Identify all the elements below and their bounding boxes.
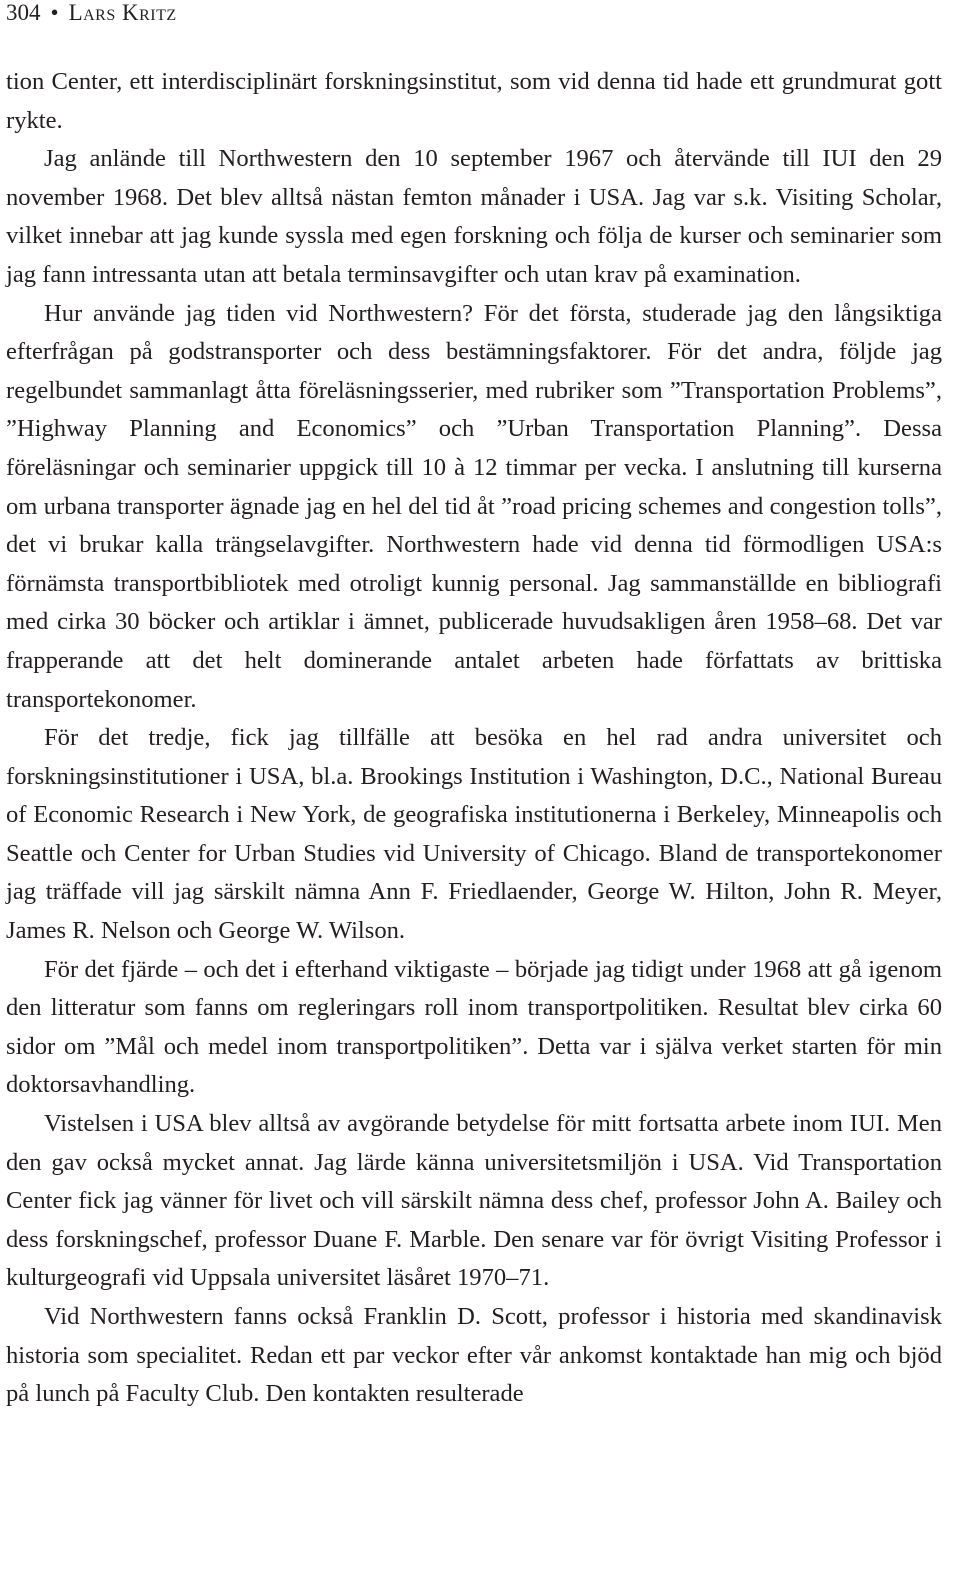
- paragraph-7: Vid Northwestern fanns också Franklin D. Scott, professor i historia med skandinavisk historia som specialitet. Redan ett par veckor efter vår ankomst kontaktade han mig och bjöd på lunch på Faculty Club. Den kontakten resulterade: [6, 1303, 942, 1408]
- bullet-separator: •: [50, 0, 59, 25]
- running-head: [6, 0, 177, 26]
- paragraph-5: För det fjärde – och det i efterhand viktigaste – började jag tidigt under 1968 att gå igenom den litteratur som fanns om regleringars roll inom transportpolitiken. Resultat blev cirka 60 sidor om ”Mål och medel inom transportpolitiken”. Detta var i själva verket starten för min doktorsavhandling.: [6, 955, 942, 1099]
- author-name: Lars Kritz: [68, 0, 177, 25]
- body-text: [6, 63, 942, 1414]
- page-number: 304: [6, 0, 41, 25]
- paragraph-4: För det tredje, fick jag tillfälle att besöka en hel rad andra universitet och forskningsinstitutioner i USA, bl.a. Brookings Institution i Washington, D.C., National Bureau of Economic Research i New York, de geografiska institutionerna i Berkeley, Minneapolis och Seattle och Center for Urban Studies vid University of Chicago. Bland de transportekonomer jag träffade vill jag särskilt nämna Ann F. Friedlaender, George W. Hilton, John R. Meyer, James R. Nelson och George W. Wilson.: [6, 724, 942, 945]
- paragraph-2: Jag anlände till Northwestern den 10 september 1967 och återvände till IUI den 29 november 1968. Det blev alltså nästan femton månader i USA. Jag var s.k. Visiting Scholar, vilket innebar att jag kunde syssla med egen forskning och följa de kurser och seminarier som jag fann intressanta utan att betala terminsavgifter och utan krav på examination.: [6, 145, 942, 288]
- paragraph-1: tion Center, ett interdisciplinärt forskningsinstitut, som vid denna tid hade ett grundmurat gott rykte.: [6, 68, 942, 134]
- paragraph-3: Hur använde jag tiden vid Northwestern? För det första, studerade jag den långsiktiga efterfrågan på godstransporter och dess bestämningsfaktorer. För det andra, följde jag regelbundet sammanlagt åtta föreläsningsserier, med rubriker som ”Transportation Problems”, ”Highway Planning and Economics” och ”Urban Transportation Planning”. Dessa föreläsningar och seminarier uppgick till 10 à 12 timmar per vecka. I anslutning till kurserna om urbana transporter ägnade jag en hel del tid åt ”road pricing schemes and congestion tolls”, det vi brukar kalla trängselavgifter. Northwestern hade vid denna tid förmodligen USA:s förnämsta transportbibliotek med otroligt kunnig personal. Jag sammanställde en bibliografi med cirka 30 böcker och artiklar i ämnet, publicerade huvudsakligen åren 1958–68. Det var frapperande att det helt dominerande antalet arbeten hade författats av brittiska transportekonomer.: [6, 299, 942, 713]
- paragraph-6: Vistelsen i USA blev alltså av avgörande betydelse för mitt fortsatta arbete inom IUI. Men den gav också mycket annat. Jag lärde känna universitetsmiljön i USA. Vid Transportation Center fick jag vänner för livet och vill särskilt nämna dess chef, professor John A. Bailey och dess forskningschef, professor Duane F. Marble. Den senare var för övrigt Visiting Professor i kulturgeografi vid Uppsala universitet läsåret 1970–71.: [6, 1110, 942, 1292]
